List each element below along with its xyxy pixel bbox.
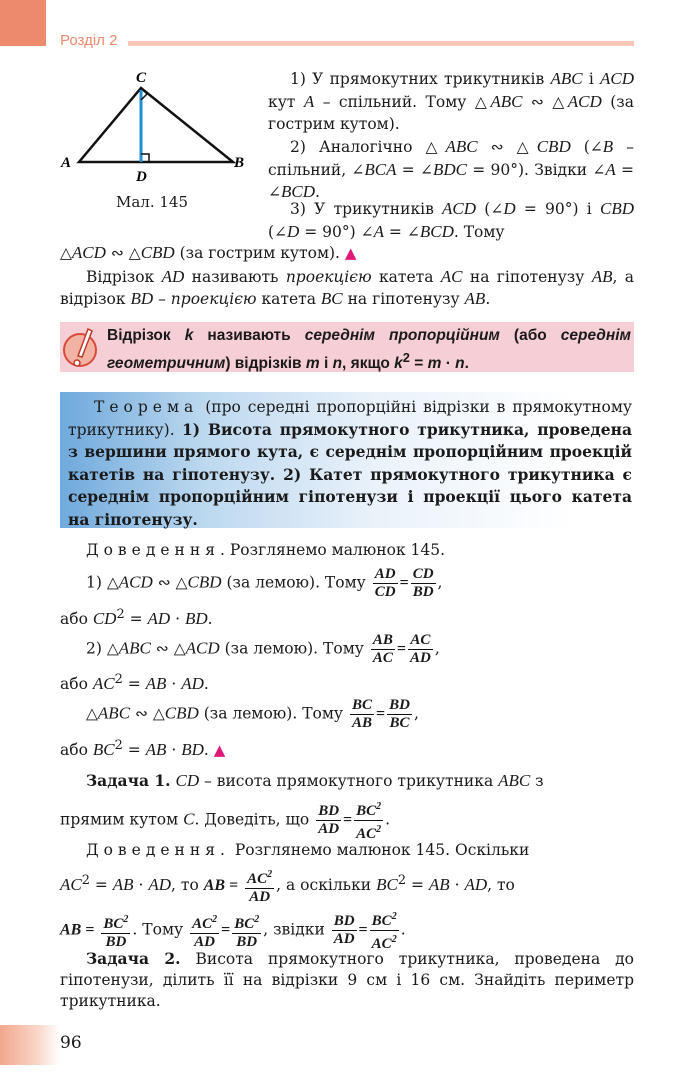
figure-caption: Мал. 145 — [116, 193, 188, 211]
proof-result-3: або $BC^2$ = AB · BD. ▲ — [60, 738, 226, 760]
proof-line-1: 1) △ACD ∾ △CBD (за лемою). Тому $\frac{AD}{CD}$ = $\frac{CD}{BD}$ , — [86, 566, 443, 600]
theorem-label: Теорема — [94, 398, 199, 416]
proof-step-1: 1) У прямокутних трикутників ABC і ACD кут A – спільний. Тому △ABC ∾ △ACD (за гострим кутом). — [268, 69, 635, 133]
proof-result-1: або $CD^2$ = AD · BD. — [60, 607, 213, 629]
proof-intro: Доведення. Розглянемо малюнок 145. — [86, 541, 446, 559]
task1-label: Задача 1. — [86, 771, 171, 790]
projection-paragraph: Відрізок AD називають проекцією катета AC на гіпотенузу AB, а відрізок BD – проекцією катета BC на гіпотенузу AB. — [60, 267, 634, 308]
proof-result-2: або $AC^2$ = AB · AD. — [60, 672, 209, 694]
task1-proof-3: AB = $\frac{BC^2}{BD}$ . Тому $\frac{AC^2}{AD}$ = $\frac{BC^2}{BD}$ , звідки $\frac{BD}{AD}$ = $\frac{BC^2}{AC^2}$ . — [60, 908, 634, 953]
task1-proof-2: $AC^2$ = AB · AD, то AB = $\frac{AC^2}{AD}$ , а оскільки $BC^2$ = AB · AD, то — [60, 866, 634, 906]
section-header: Розділ 2 — [60, 32, 118, 49]
proof-line-2: 2) △ABC ∾ △ACD (за лемою). Тому $\frac{AB}{AC}$ = $\frac{AC}{AD}$ , — [86, 632, 440, 666]
exclamation-icon — [62, 326, 102, 370]
task1-proof-1: Доведення. Розглянемо малюнок 145. Оскільки — [86, 841, 530, 859]
corner-decoration-bottom — [0, 1025, 60, 1065]
end-of-proof-marker: ▲ — [213, 741, 226, 760]
theorem-text: Теорема (про середні пропорційні відрізки в прямокутному трикутнику). 1) Висота прямокутного трикутника, проведена з вершини прямого кута, є середнім пропорційним проекцій катетів на гіпотенузу. 2) Катет прямокутного трикутника є середнім пропорційним гіпотенузи і проекції цього катета на гіпотенузу. — [68, 398, 632, 529]
vertex-a-label: A — [61, 155, 72, 171]
proof-line-3: △ABC ∾ △CBD (за лемою). Тому $\frac{BC}{AB}$ = $\frac{BD}{BC}$ , — [86, 697, 419, 731]
end-of-proof-marker: ▲ — [344, 244, 357, 262]
proof-step-2: 2) Аналогічно △ABC ∾ △CBD (∠B – спільний, ∠BCA = ∠BDC = 90°). Звідки ∠A = ∠BCD. — [268, 137, 634, 201]
header-rule — [128, 41, 634, 46]
proof-label: Доведення — [86, 541, 220, 559]
proof-step-3: 3) У трикутників ACD (∠D = 90°) і CBD (∠D = 90°) ∠A = ∠BCD. Тому — [268, 199, 634, 241]
page-number: 96 — [60, 1033, 82, 1053]
definition-text: Відрізок k називають середнім пропорційним (або середнім геометричним) відрізків m і n, якщо $k^2 = m \cdot n$. — [107, 327, 632, 373]
corner-decoration — [0, 0, 46, 46]
proof-step-3-end: △ACD ∾ △CBD (за гострим кутом). ▲ — [60, 243, 357, 262]
vertex-d-label: D — [136, 169, 147, 185]
task2-label: Задача 2. — [86, 949, 181, 968]
task1-statement: Задача 1. CD – висота прямокутного трикутника ABC з — [86, 771, 544, 790]
vertex-b-label: B — [234, 155, 245, 171]
vertex-c-label: C — [136, 70, 147, 86]
task1-statement-2: прямим кутом C. Доведіть, що $\frac{BD}{AD}$ = $\frac{BC^2}{AC^2}$ . — [60, 798, 634, 843]
task2 — [60, 948, 634, 1012]
task2-text: Висота прямокутного трикутника, проведена до гіпотенузи, ділить її на відрізки 9 см і 16 см. Знайдіть периметр трикутника. — [60, 950, 634, 1010]
